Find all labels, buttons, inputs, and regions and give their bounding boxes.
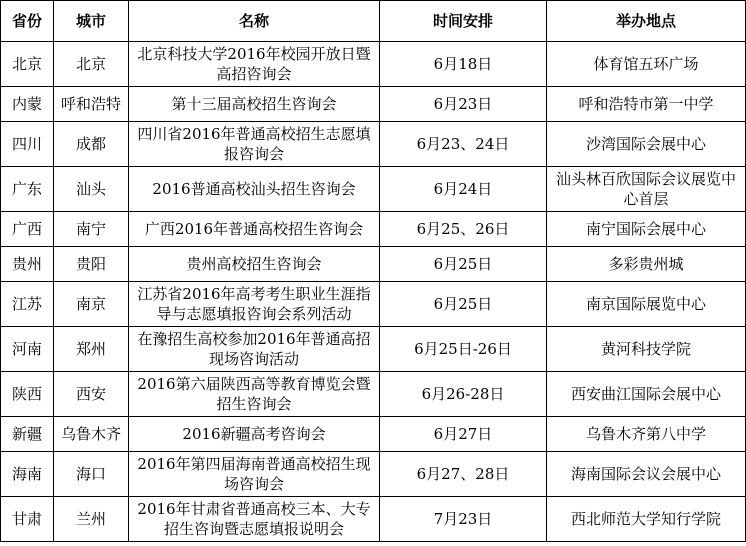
cell-name: 四川省2016年普通高校招生志愿填报咨询会 (129, 122, 380, 167)
cell-name: 2016年第四届海南普通高校招生现场咨询会 (129, 452, 380, 497)
cell-venue: 乌鲁木齐第八中学 (547, 417, 746, 452)
cell-city: 呼和浩特 (54, 87, 129, 122)
cell-name: 2016年甘肃省普通高校三本、大专招生咨询暨志愿填报说明会 (129, 497, 380, 542)
cell-city: 兰州 (54, 497, 129, 542)
cell-province: 江苏 (1, 282, 54, 327)
cell-venue: 体育馆五环广场 (547, 42, 746, 87)
cell-city: 乌鲁木齐 (54, 417, 129, 452)
cell-city: 南京 (54, 282, 129, 327)
cell-venue: 南宁国际会展中心 (547, 212, 746, 247)
cell-city: 汕头 (54, 167, 129, 212)
header-row (1, 1, 746, 42)
cell-name: 2016新疆高考咨询会 (129, 417, 380, 452)
table-row (1, 452, 746, 497)
cell-venue: 海南国际会议会展中心 (547, 452, 746, 497)
cell-name: 贵州高校招生咨询会 (129, 247, 380, 282)
cell-city: 郑州 (54, 327, 129, 372)
table-row (1, 87, 746, 122)
cell-schedule: 6月25日 (380, 247, 547, 282)
cell-venue: 沙湾国际会展中心 (547, 122, 746, 167)
cell-venue: 呼和浩特市第一中学 (547, 87, 746, 122)
header-province: 省份 (1, 1, 54, 42)
table-row (1, 372, 746, 417)
cell-city: 海口 (54, 452, 129, 497)
table-row (1, 282, 746, 327)
cell-schedule: 6月27、28日 (380, 452, 547, 497)
cell-province: 新疆 (1, 417, 54, 452)
header-event-name: 名称 (129, 1, 380, 42)
cell-city: 西安 (54, 372, 129, 417)
table-row (1, 42, 746, 87)
cell-schedule: 6月23、24日 (380, 122, 547, 167)
cell-schedule: 7月23日 (380, 497, 547, 542)
cell-schedule: 6月23日 (380, 87, 547, 122)
cell-name: 北京科技大学2016年校园开放日暨高招咨询会 (129, 42, 380, 87)
cell-schedule: 6月25、26日 (380, 212, 547, 247)
cell-schedule: 6月25日 (380, 282, 547, 327)
cell-schedule: 6月24日 (380, 167, 547, 212)
cell-schedule: 6月27日 (380, 417, 547, 452)
cell-venue: 多彩贵州城 (547, 247, 746, 282)
cell-name: 第十三届高校招生咨询会 (129, 87, 380, 122)
cell-city: 南宁 (54, 212, 129, 247)
cell-name: 江苏省2016年高考考生职业生涯指导与志愿填报咨询会系列活动 (129, 282, 380, 327)
cell-province: 贵州 (1, 247, 54, 282)
cell-venue: 西安曲江国际会展中心 (547, 372, 746, 417)
cell-province: 陕西 (1, 372, 54, 417)
cell-schedule: 6月18日 (380, 42, 547, 87)
cell-province: 海南 (1, 452, 54, 497)
cell-name: 2016普通高校汕头招生咨询会 (129, 167, 380, 212)
cell-province: 广西 (1, 212, 54, 247)
table-row (1, 122, 746, 167)
header-city: 城市 (54, 1, 129, 42)
cell-province: 河南 (1, 327, 54, 372)
cell-city: 贵阳 (54, 247, 129, 282)
table-row (1, 417, 746, 452)
cell-name: 在豫招生高校参加2016年普通高招现场咨询活动 (129, 327, 380, 372)
header-schedule: 时间安排 (380, 1, 547, 42)
cell-venue: 西北师范大学知行学院 (547, 497, 746, 542)
table-row (1, 167, 746, 212)
cell-name: 2016第六届陕西高等教育博览会暨招生咨询会 (129, 372, 380, 417)
cell-venue: 南京国际展览中心 (547, 282, 746, 327)
cell-province: 甘肃 (1, 497, 54, 542)
table-row (1, 497, 746, 542)
cell-province: 内蒙 (1, 87, 54, 122)
table-body (1, 42, 746, 542)
table-row (1, 212, 746, 247)
cell-province: 广东 (1, 167, 54, 212)
cell-schedule: 6月26-28日 (380, 372, 547, 417)
cell-province: 北京 (1, 42, 54, 87)
header-venue: 举办地点 (547, 1, 746, 42)
cell-schedule: 6月25日-26日 (380, 327, 547, 372)
cell-province: 四川 (1, 122, 54, 167)
cell-city: 北京 (54, 42, 129, 87)
table-row (1, 247, 746, 282)
cell-name: 广西2016年普通高校招生咨询会 (129, 212, 380, 247)
cell-city: 成都 (54, 122, 129, 167)
table-row (1, 327, 746, 372)
cell-venue: 汕头林百欣国际会议展览中心首层 (547, 167, 746, 212)
cell-venue: 黄河科技学院 (547, 327, 746, 372)
table-header (1, 1, 746, 42)
